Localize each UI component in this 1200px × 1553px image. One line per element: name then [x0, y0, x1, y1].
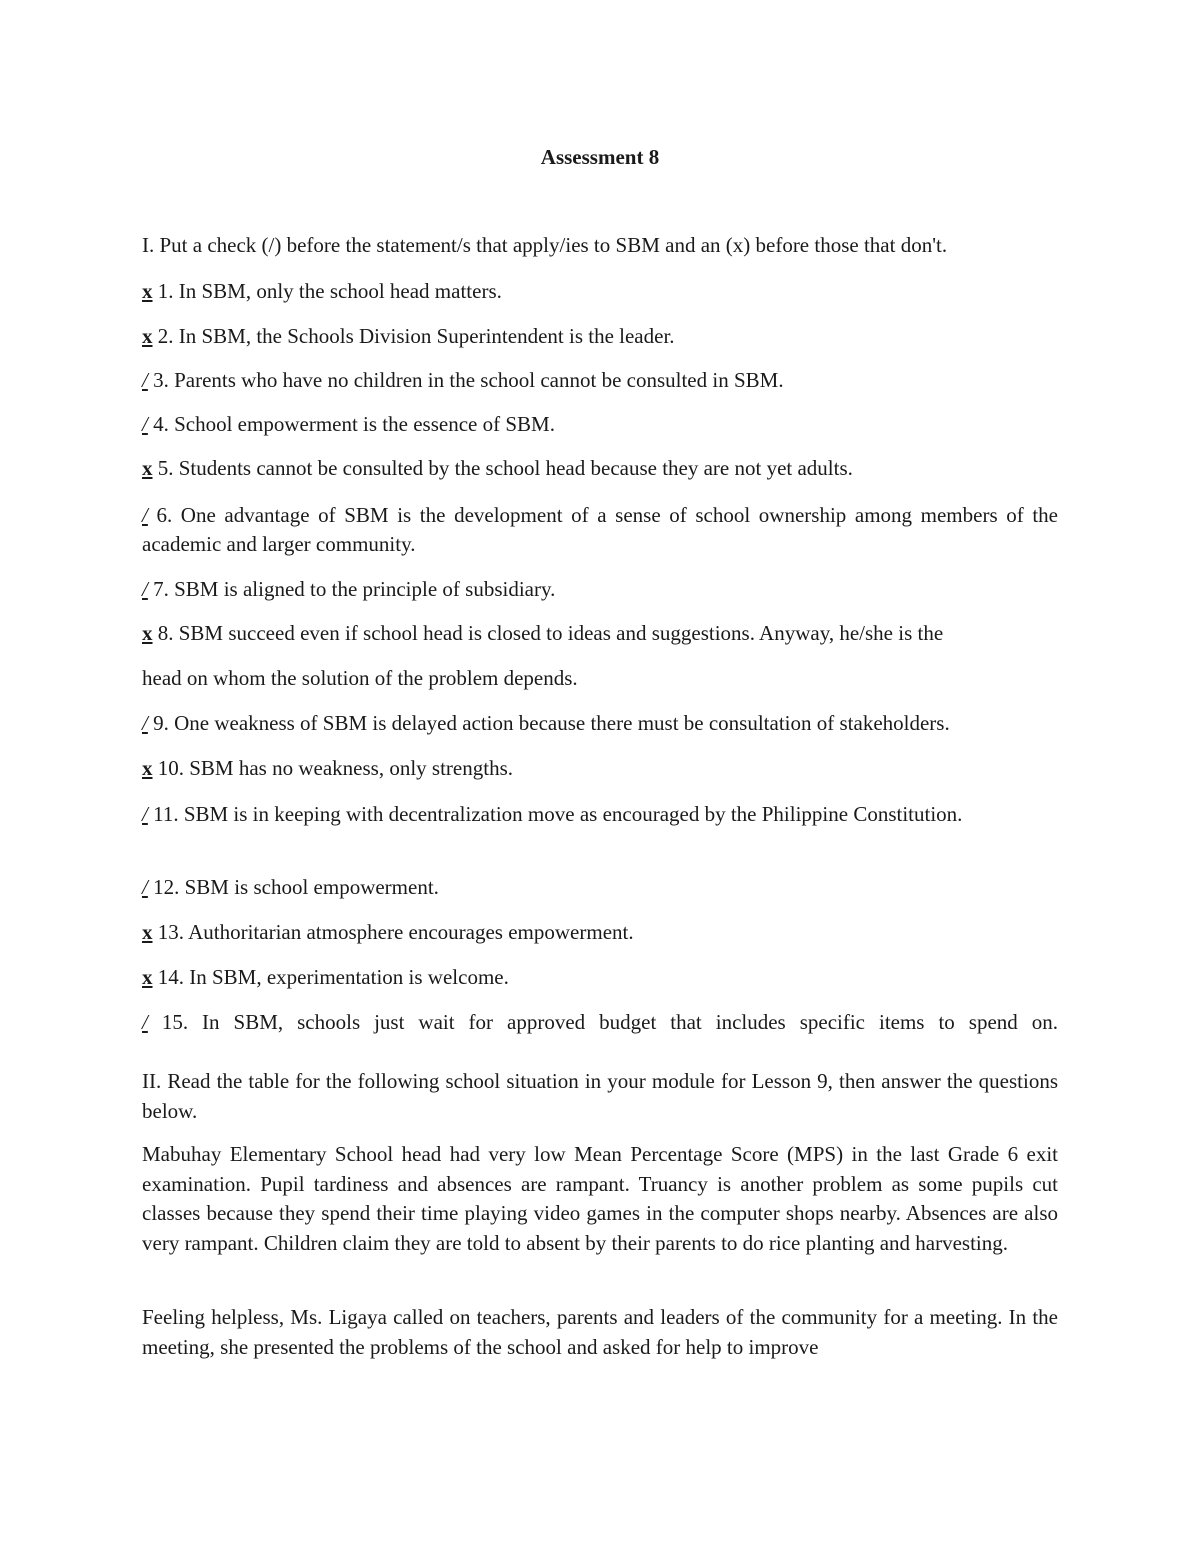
- part2-instructions: II. Read the table for the following school situation in your module for Lesson 9, then answer the questions below.: [142, 1069, 1058, 1123]
- list-item: [142, 322, 1058, 351]
- list-item: [142, 619, 1058, 648]
- list-item: [142, 800, 1058, 829]
- item-text: 11. SBM is in keeping with decentralization move as encouraged by the Philippine Constitution.: [147, 802, 963, 826]
- item-text: 5. Students cannot be consulted by the school head because they are not yet adults.: [152, 456, 853, 480]
- answer-mark: /: [142, 368, 148, 392]
- list-item: [142, 963, 1058, 992]
- list-item: [142, 454, 1058, 483]
- answer-mark: /: [142, 875, 148, 899]
- situation-paragraph: Mabuhay Elementary School head had very low Mean Percentage Score (MPS) in the last Grade 6 exit examination. Pupil tardiness and absences are rampant. Truancy is another problem as some pupils cut classes because they spend their time playing video games in the computer shops nearby. Absences are also very rampant. Children claim they are told to absent by their parents to do rice planting and harvesting.: [142, 1142, 1058, 1255]
- answer-mark: /: [142, 1010, 148, 1034]
- item-text: 4. School empowerment is the essence of SBM.: [147, 412, 555, 436]
- situation-paragraph-continued: Feeling helpless, Ms. Ligaya called on teachers, parents and leaders of the community for a meeting. In the meeting, she presented the problems of the school and asked for help to improve: [142, 1305, 1058, 1359]
- list-item: [142, 410, 1058, 439]
- list-item: [142, 664, 1058, 693]
- list-item: [142, 575, 1058, 604]
- answer-mark: x: [142, 621, 153, 645]
- answer-mark: /: [142, 412, 148, 436]
- answer-mark: x: [142, 324, 153, 348]
- list-item: [142, 873, 1058, 902]
- answer-mark: x: [142, 279, 153, 303]
- item-text: 9. One weakness of SBM is delayed action because there must be consultation of stakeholders.: [147, 711, 950, 735]
- list-item: [142, 754, 1058, 783]
- item-text: 8. SBM succeed even if school head is closed to ideas and suggestions. Anyway, he/she is the: [152, 621, 944, 645]
- list-item: [142, 501, 1058, 559]
- part1-instructions: I. Put a check (/) before the statement/s that apply/ies to SBM and an (x) before those that don't.: [142, 233, 948, 257]
- answer-mark: x: [142, 920, 153, 944]
- item-text: 6. One advantage of SBM is the development of a sense of school ownership among members of the academic and larger community.: [142, 503, 1058, 556]
- answer-mark: /: [142, 711, 148, 735]
- list-item: [142, 918, 1058, 947]
- answer-mark: /: [142, 577, 148, 601]
- item-text: 10. SBM has no weakness, only strengths.: [152, 756, 513, 780]
- item-text: 3. Parents who have no children in the school cannot be consulted in SBM.: [147, 368, 784, 392]
- page-title: Assessment 8: [540, 145, 660, 169]
- list-item: [142, 709, 1058, 738]
- answer-mark: /: [142, 802, 148, 826]
- item-text: 12. SBM is school empowerment.: [147, 875, 439, 899]
- item-text: 15. In SBM, schools just wait for approved budget that includes specific items to spend on.: [147, 1010, 1058, 1034]
- list-item: [142, 366, 1058, 395]
- item-text: 1. In SBM, only the school head matters.: [152, 279, 502, 303]
- item-text: 13. Authoritarian atmosphere encourages empowerment.: [152, 920, 634, 944]
- list-item: [142, 1008, 1058, 1037]
- item-text: head on whom the solution of the problem depends.: [142, 666, 578, 690]
- item-text: 7. SBM is aligned to the principle of subsidiary.: [147, 577, 556, 601]
- answer-mark: x: [142, 456, 153, 480]
- list-item: [142, 277, 1058, 306]
- answer-mark: x: [142, 965, 153, 989]
- item-text: 14. In SBM, experimentation is welcome.: [152, 965, 509, 989]
- answer-mark: x: [142, 756, 153, 780]
- item-text: 2. In SBM, the Schools Division Superintendent is the leader.: [152, 324, 675, 348]
- answer-mark: /: [142, 503, 148, 527]
